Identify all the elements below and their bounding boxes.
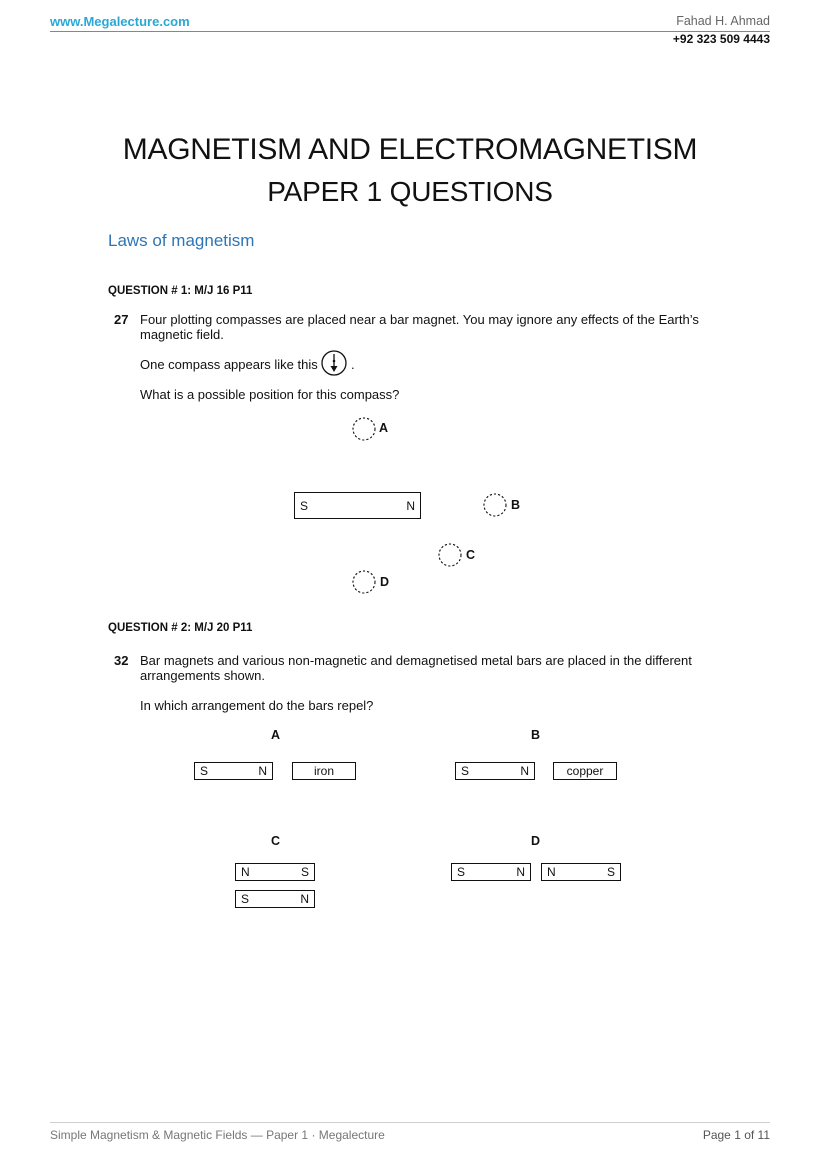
compass-down-icon	[320, 349, 348, 377]
bar-magnet	[294, 492, 421, 519]
question-1-compass-suffix: .	[351, 357, 355, 372]
pole-label: S	[241, 892, 250, 906]
page-subtitle: PAPER 1 QUESTIONS	[267, 176, 553, 207]
arrangement-a-label: A	[271, 728, 281, 742]
compass-position-c	[436, 542, 464, 570]
footer-title: Simple Magnetism & Magnetic Fields — Paper 1 · Megalecture	[50, 1128, 385, 1142]
page-title: MAGNETISM AND ELECTROMAGNETISM	[122, 133, 698, 166]
pole-label: S	[457, 865, 466, 879]
question-2-heading: QUESTION # 2: M/J 20 P11	[108, 622, 253, 634]
pole-label: N	[258, 764, 267, 778]
bar-label: iron	[313, 764, 334, 778]
pole-label: N	[547, 865, 556, 879]
question-2-ask: In which arrangement do the bars repel?	[140, 698, 374, 713]
section-heading: Laws of magnetism	[108, 231, 255, 250]
pole-label: N	[241, 865, 250, 879]
question-1-text-line2: magnetic field.	[140, 327, 224, 342]
arrangement-b-label: B	[531, 728, 541, 742]
pole-label: S	[606, 865, 615, 879]
arrangement-d-magnet-1	[451, 863, 531, 881]
site-link[interactable]: www.Megalecture.com	[50, 14, 190, 29]
option-a-label: A	[379, 421, 389, 435]
header-rule	[50, 31, 770, 32]
question-1-compass-prefix: One compass appears like this	[140, 357, 318, 372]
pole-label: S	[300, 865, 309, 879]
magnet-pole-s: S	[300, 499, 309, 513]
compass-position-b	[481, 492, 509, 520]
question-1-ask: What is a possible position for this compass?	[140, 387, 400, 402]
arrangement-c-bottom-magnet	[235, 890, 315, 908]
option-b-label: B	[511, 498, 521, 512]
arrangement-d-magnet-2	[541, 863, 621, 881]
question-2-text-line1: Bar magnets and various non-magnetic and demagnetised metal bars are placed in the different	[140, 653, 692, 668]
arrangement-b-magnet	[455, 762, 535, 780]
option-d-label: D	[380, 575, 390, 589]
pole-label: S	[200, 764, 209, 778]
question-1-number: 27	[114, 312, 129, 327]
magnet-pole-n: N	[406, 499, 415, 513]
author-name: Fahad H. Ahmad	[676, 14, 770, 28]
pole-label: N	[516, 865, 525, 879]
arrangement-a-magnet	[194, 762, 273, 780]
pole-label: S	[461, 764, 470, 778]
arrangement-c-label: C	[271, 834, 281, 848]
footer-rule	[50, 1122, 770, 1123]
compass-position-d	[350, 569, 378, 597]
arrangement-c-top-magnet	[235, 863, 315, 881]
option-c-label: C	[466, 548, 476, 562]
pole-label: N	[520, 764, 529, 778]
question-2-text-line2: arrangements shown.	[140, 668, 266, 683]
arrangement-b-copper-bar	[553, 762, 617, 780]
question-1-text-line1: Four plotting compasses are placed near a bar magnet. You may ignore any effects of the Earth’s	[140, 312, 699, 327]
arrangement-d-label: D	[531, 834, 541, 848]
compass-position-a	[350, 416, 378, 444]
arrangement-a-iron-bar	[292, 762, 356, 780]
pole-label: N	[300, 892, 309, 906]
author-phone: +92 323 509 4443	[672, 32, 770, 46]
bar-label: copper	[566, 764, 604, 778]
page-number: Page 1 of 11	[702, 1128, 770, 1142]
question-2-number: 32	[114, 653, 129, 668]
question-1-heading: QUESTION # 1: M/J 16 P11	[108, 285, 253, 297]
